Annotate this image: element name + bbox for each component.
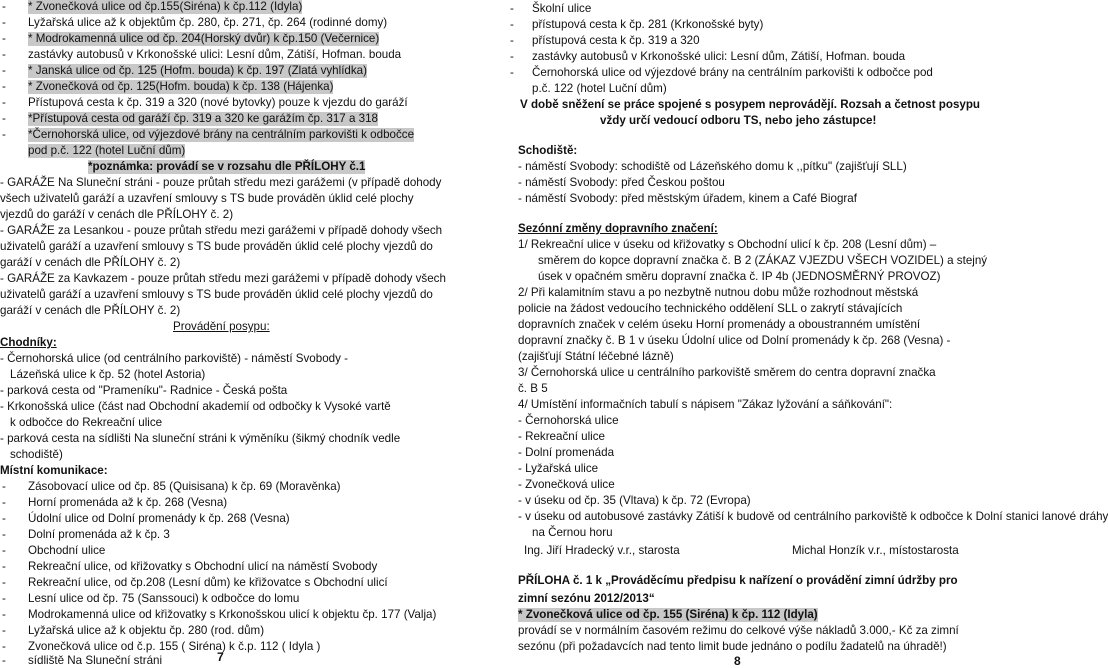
line-text: dopravních značek v celém úseku Horní promenády a oboustranném umístění [518, 318, 921, 331]
line-text: zimní sezónu 2012/2013“ [518, 592, 655, 605]
line-text: - GARÁŽE za Kavkazem - pouze průtah středu mezi garážemi v případě dohody všech [0, 272, 446, 285]
line-text: - Krkonošská ulice (část nad Obchodní akademií od odbočky k Vysoké vartě [0, 400, 391, 413]
line-text: 4/ Umístění informačních tabulí s nápisem "Zákaz lyžování a sáňkování": [518, 398, 893, 411]
line-text: úsek v opačném směru dopravní značka č. IP 4b (JEDNOSMĚRNÝ PROVOZ) [538, 270, 941, 283]
line-text: - náměstí Svobody: před Českou poštou [518, 176, 725, 189]
line-text: Lesní ulice od čp. 75 (Sanssouci) k odbočce do lomu [28, 592, 300, 605]
list-dash: - [2, 592, 6, 605]
line-text: - parková cesta na sídlišti Na sluneční stráni k výměníku (šikmý chodník vedle [0, 432, 401, 445]
line-text: Chodníky: [0, 336, 57, 349]
list-dash: - [2, 624, 6, 637]
list-dash: - [2, 64, 6, 77]
list-dash: - [2, 528, 6, 541]
list-dash: - [2, 0, 6, 13]
line-text: Provádění posypu: [173, 320, 270, 333]
line-text: Přístupová cesta k čp. 319 a 320 (nové bytovky) pouze k vjezdu do garáží [28, 96, 408, 109]
line-text: přístupová cesta k čp. 281 (Krkonošské byty) [532, 18, 764, 31]
line-text: - GARÁŽE Na Sluneční stráni - pouze průtah středu mezi garážemi (v případě dohody [0, 176, 442, 189]
line-text: - Zvonečková ulice [518, 478, 615, 491]
line-text: - Dolní promenáda [518, 446, 615, 459]
line-text: *poznámka: provádí se v rozsahu dle PŘÍLOHY č.1 [88, 160, 366, 173]
list-dash: - [2, 560, 6, 573]
list-dash: - [2, 496, 6, 509]
line-text: *Přístupová cesta od garáží čp. 319 a 320 ke garážím čp. 317 a 318 [28, 112, 378, 125]
list-dash: - [2, 32, 6, 45]
line-text: - Lyžařská ulice [518, 462, 599, 475]
line-text: Školní ulice [532, 2, 592, 15]
line-text: 2/ Při kalamitním stavu a po nezbytně nutnou dobu může rozhodnout městská [518, 286, 919, 299]
line-text: garáží v cenách dle PŘÍLOHY č. 2) [0, 256, 181, 269]
list-dash: - [2, 112, 6, 125]
list-dash: - [2, 654, 6, 667]
list-dash: - [2, 80, 6, 93]
line-text: PŘÍLOHA č. 1 k „Prováděcímu předpisu k nařízení o provádění zimní údržby pro [518, 574, 958, 587]
list-dash: - [510, 18, 514, 31]
line-text: * Janská ulice od čp. 125 (Hofm. bouda) k čp. 197 (Zlatá vyhlídka) [28, 64, 367, 77]
list-dash: - [2, 512, 6, 525]
line-text: Sezónní změny dopravního značení: [518, 222, 718, 235]
list-dash: - [2, 480, 6, 493]
line-text: Černohorská ulice od výjezdové brány na centrálním parkovišti k odbočce pod [532, 66, 933, 79]
line-text: - náměstí Svobody: před městským úřadem, kinem a Café Biograf [518, 192, 857, 205]
line-text: Horní promenáda až k čp. 268 (Vesna) [28, 496, 228, 509]
line-text: (zajišťují Státní léčebné lázně) [518, 350, 674, 363]
line-text: Ing. Jiří Hradecký v.r., starosta [524, 544, 680, 557]
line-text: uživatelů garáží a uzavření smlouvy s TS bude prováděn úklid celé plochy vjezdů do [0, 240, 433, 253]
line-text: Obchodní ulice [28, 544, 106, 557]
line-text: V době sněžení se práce spojené s posypem neprovádějí. Rozsah a četnost posypu [520, 98, 981, 111]
line-text: Dolní promenáda až k čp. 3 [28, 528, 170, 541]
line-text: dopravní značky č. B 1 v úseku Údolní ulice od Dolní promenády k čp. 268 (Vesna) - [518, 334, 951, 347]
line-text: Michal Honzík v.r., místostarosta [792, 544, 959, 557]
line-text: Rekreační ulice, od křižovatky s Obchodní ulicí na náměstí Svobody [28, 560, 378, 573]
line-text: vjezdů do garáží v cenách dle PŘÍLOHY č. 2) [0, 208, 234, 221]
line-text: Zvonečková ulice od č.p. 155 ( Siréna) k č.p. 112 ( Idyla ) [28, 640, 321, 653]
list-dash: - [2, 128, 6, 141]
line-text: pod p.č. 122 (hotel Luční dům) [28, 144, 186, 157]
line-text: - Černohorská ulice [518, 414, 619, 427]
line-text: - v úseku od autobusové zastávky Zátiší k budově od centrálního parkoviště k odbočce k Dolní stanici lanové dráhy [518, 510, 1108, 523]
line-text: zastávky autobusů v Krkonošské ulici: Lesní dům, Zátiší, Hofman. bouda [28, 48, 402, 61]
line-text: - náměstí Svobody: schodiště od Lázeňského domu k ,,pítku" (zajišťují SLL) [518, 160, 907, 173]
line-text: Lázeňská ulice k čp. 52 (hotel Astoria) [10, 368, 206, 381]
list-dash: - [2, 640, 6, 653]
line-text: * Zvonečková od čp. 125(Hofm. bouda) k čp. 138 (Hájenka) [28, 80, 334, 93]
page-number-right: 8 [734, 654, 741, 668]
list-dash: - [510, 2, 514, 15]
list-dash: - [510, 50, 514, 63]
list-dash: - [2, 544, 6, 557]
line-text: 3/ Černohorská ulice u centrálního parkoviště směrem do centra dopravní značka [518, 366, 936, 379]
line-text: - GARÁŽE za Lesankou - pouze průtah středu mezi garážemi v případě dohody všech [0, 224, 443, 237]
line-text: vždy určí vedoucí odboru TS, nebo jeho zástupce! [600, 114, 877, 127]
line-text: * Modrokamenná ulice od čp. 204(Horský dvůr) k čp.150 (Večernice) [28, 32, 380, 45]
line-text: Místní komunikace: [0, 464, 108, 477]
line-text: zastávky autobusů v Krkonošské ulici: Lesní dům, Zátiší, Hofman. bouda [532, 50, 906, 63]
line-text: *Černohorská ulice, od výjezdové brány na centrálním parkovišti k odbočce [28, 128, 415, 141]
line-text: přístupová cesta k čp. 319 a 320 [532, 34, 700, 47]
list-dash: - [2, 48, 6, 61]
line-text: Lyžařská ulice až k objektu čp. 280 (rod. dům) [28, 624, 265, 637]
line-text: všech uživatelů garáží a uzavření smlouvy s TS bude prováděn úklid celé plochy [0, 192, 414, 205]
line-text: policie na žádost vedoucího technického oddělení SLL o zakrytí stávajících [518, 302, 903, 315]
list-dash: - [2, 16, 6, 29]
line-text: - v úseku od čp. 35 (Vltava) k čp. 72 (Evropa) [518, 494, 751, 507]
line-text: Rekreační ulice, od čp.208 (Lesní dům) ke křižovatce s Obchodní ulicí [28, 576, 388, 589]
list-dash: - [2, 576, 6, 589]
line-text: provádí se v normálním časovém režimu do celkové výše nákladů 3.000,- Kč za zimní [518, 624, 959, 637]
line-text: Lyžařská ulice až k objektům čp. 280, čp. 271, čp. 264 (rodinné domy) [28, 16, 388, 29]
line-text: k odbočce do Rekreační ulice [10, 416, 163, 429]
line-text: Modrokamenná ulice od křižovatky s Krkonošskou ulicí k objektu čp. 177 (Valja) [28, 608, 437, 621]
line-text: - parková cesta od "Prameníku"- Radnice - Česká pošta [0, 384, 288, 397]
line-text: Schodiště: [518, 144, 578, 157]
line-text: Zásobovací ulice od čp. 85 (Quisisana) k čp. 69 (Moravěnka) [28, 480, 341, 493]
list-dash: - [2, 96, 6, 109]
line-text: směrem do kopce dopravní značka č. B 2 (ZÁKAZ VJEZDU VŠECH VOZIDEL) a stejný [538, 254, 988, 267]
line-text: schodiště) [10, 448, 63, 461]
line-text: * Zvonečková ulice od čp.155(Siréna) k čp.112 (Idyla) [28, 0, 303, 13]
line-text: * Zvonečková ulice od čp. 155 (Siréna) k čp. 112 (Idyla) [518, 608, 818, 621]
list-dash: - [510, 34, 514, 47]
line-text: p.č. 122 (hotel Luční dům) [532, 82, 667, 95]
line-text: - Rekreační ulice [518, 430, 605, 443]
line-text: uživatelů garáží a uzavření smlouvy s TS bude prováděn úklid celé plochy vjezdů do [0, 288, 433, 301]
line-text: č. B 5 [518, 382, 548, 395]
line-text: garáží v cenách dle PŘÍLOHY č. 2) [0, 304, 181, 317]
line-text: Údolní ulice od Dolní promenády k čp. 268 (Vesna) [28, 512, 290, 525]
line-text: na Černou horu [532, 526, 613, 539]
line-text: sezónu (při požadavcích nad tento limit bude jednáno o podílu žadatelů na úhradě!) [518, 640, 947, 653]
line-text: 1/ Rekreační ulice v úseku od křižovatky s Obchodní ulicí k čp. 208 (Lesní dům) – [518, 238, 937, 251]
list-dash: - [2, 608, 6, 621]
line-text: - Černohorská ulice (od centrálního parkoviště) - náměstí Svobody - [0, 352, 348, 365]
page-number-left: 7 [217, 650, 224, 664]
line-text: sídliště Na Sluneční stráni [28, 654, 163, 667]
list-dash: - [510, 66, 514, 79]
